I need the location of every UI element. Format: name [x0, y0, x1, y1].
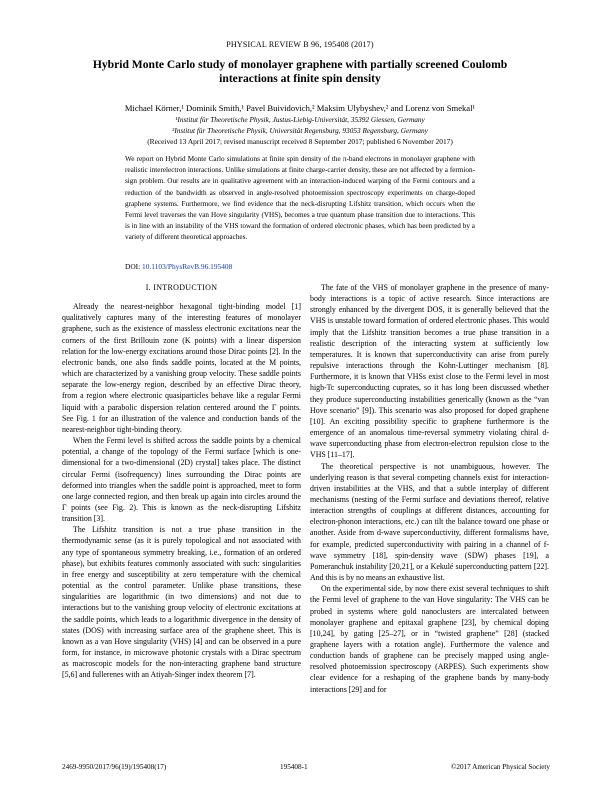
doi-label: DOI:	[125, 262, 143, 271]
paragraph: On the experimental side, by now there exist several techniques to shift the Fermi level of graphene to the van Hove singularity: The VHS can be probed in systems where gold nanoclusters are intercalated between monolayer graphene and epitaxal graphene [23], by chemical doping [10,24], by gating [25–27], or in “twisted graphene” [28] (stacked graphene layers with a rotation angle). Furthermore the valence and conduction bands of graphene can be precisely mapped using angle-resolved photoemission spectroscopy (ARPES). Such experiments show clear evidence for a reshaping of the graphene bands by many-body interactions [29] and for	[310, 584, 549, 694]
paragraph: The fate of the VHS of monolayer graphene in the presence of many-body interactions is a topic of active research. Since interactions are strongly enhanced by the divergent DOS, it is generally believed that the VHS is unstable toward formation of ordered electronic phases. This would imply that the Lifshitz transition becomes a true phase transition in a realistic description of the interacting system at sufficiently low temperatures. It is known that superconductivity can arise from purely repulsive interactions through the Kohn-Luttinger mechanism [8]. Furthermore, it is known that VHSs exist close to the Fermi level in most high-Tc superconducting cuprates, so it has long been discussed whether they produce superconducting instabilities generically (known as the “van Hove scenario” [9]). This scenario was also proposed for doped graphene [10]. An exciting possibility specific to graphene furthermore is the emergence of an anomalous time-reversal symmetry violating chiral d-wave superconducting phase from electron-electron repulsion close to the VHS [11–17].	[310, 283, 549, 460]
paper-title: Hybrid Monte Carlo study of monolayer graphene with partially screened Coulomb interactions at finite spin density	[92, 58, 508, 85]
affiliation-2: ²Institut für Theoretische Physik, Universität Regensburg, 93053 Regensburg, Germany	[172, 126, 428, 135]
received-dates: (Received 13 April 2017; revised manuscript received 8 September 2017; published 6 November 2017)	[147, 137, 453, 146]
paragraph: The Lifshitz transition is not a true phase transition in the thermodynamic sense (as it is purely topological and not associated with any type of spontaneous symmetry breaking, i.e., formation of an ordered phase), but exhibits features commonly associated with such: singularities in free energy and susceptibility at zero temperature with the chemical potential as the control parameter. Unlike phase transitions, these singularities are logarithmic (in two dimensions) and not due to interactions but to the vanishing group velocity of electronic excitations at the saddle points, which leads to a logarithmic divergence in the density of states (DOS) with increasing surface area of the graphene sheet. This is known as a van Hove singularity (VHS) [4] and can be observed in a pure form, for instance, in microwave photonic crystals with a Dirac spectrum as macroscopic models for the non-interacting graphene band structure [5,6] and fullerenes with an Atiyah-Singer index theorem [7].	[62, 525, 301, 680]
right-column	[310, 282, 549, 695]
affiliation-1: ¹Institut für Theoretische Physik, Justus-Liebig-Universität, 35392 Giessen, Germany	[175, 115, 425, 124]
footer-copyright: ©2017 American Physical Society	[450, 763, 550, 771]
left-column	[62, 282, 301, 680]
abstract: We report on Hybrid Monte Carlo simulations at finite spin density of the π-band electrons in monolayer graphene with realistic interelectron interactions. Unlike simulations at finite charge-carrier density, these are not affected by a fermion-sign problem. Our results are in qualitative agreement with an interaction-induced warping of the Fermi contours and a reduction of the bandwidth as observed in angle-resolved photoemission spectroscopy experiments on charge-doped graphene systems. Furthermore, we find evidence that the neck-disrupting Lifshitz transition, which occurs when the Fermi level traverses the van Hove singularity (VHS), becomes a true quantum phase transition due to interactions. This is in line with an instability of the VHS toward the formation of ordered electronic phases, which has been predicted by a variety of different theoretical approaches.	[125, 155, 475, 242]
section-heading: I. INTRODUCTION	[145, 283, 218, 292]
paragraph: The theoretical perspective is not unambiguous, however. The underlying reason is that several competing channels exist for interaction-driven instabilities at the VHS, and that a subtle interplay of different mechanisms (nesting of the Fermi surface and deviations thereof, relative interaction strengths of couplings at different distances, accounting for electron-phonon interactions, etc.) can tilt the balance toward one phase or another. Aside from d-wave superconductivity, different formalisms have, for example, predicted superconductivity with pairing in a channel of f-wave symmetry [18], spin-density wave (SDW) phases [19], a Pomeranchuk instability [20,21], or a Kekulé superconducting pattern [22]. And this is by no means an exhaustive list.	[310, 461, 549, 583]
doi-line	[125, 262, 232, 271]
doi-link[interactable]: 10.1103/PhysRevB.96.195408	[142, 262, 233, 271]
journal-header: PHYSICAL REVIEW B 96, 195408 (2017)	[226, 40, 374, 49]
paragraph: When the Fermi level is shifted across the saddle points by a chemical potential, a change of the topology of the Fermi surface [which is one-dimensional for a two-dimensional (2D) crystal] takes place. The distinct circular Fermi (isofrequency) lines surrounding the Dirac points are deformed into triangles when the saddle point is approached, meet to form one large connected region, and then break up again into circles around the Γ points (see Fig. 2). This is known as the neck-disrupting Lifshitz transition [3].	[62, 436, 301, 524]
paragraph: Already the nearest-neighbor hexagonal tight-binding model [1] qualitatively captures many of the interesting features of monolayer graphene, such as the existence of massless electronic excitations near the corners of the first Brillouin zone (K points) with a linear dispersion relation for the low-energy excitations around those Dirac points [2]. In the electronic bands, one also finds saddle points, located at the M points, which are characterized by a vanishing group velocity. These saddle points separate the low-energy region, described by an effective Dirac theory, from a region where electronic quasiparticles behave like a regular Fermi liquid with a parabolic dispersion relation centered around the Γ points. See Fig. 1 for an illustration of the valence and conduction bands of the nearest-neighbor tight-binding theory.	[62, 302, 301, 434]
footer-page-number: 195408-1	[280, 763, 308, 771]
footer-issn: 2469-9950/2017/96(19)/195408(17)	[62, 763, 167, 771]
author-list: Michael Körner,¹ Dominik Smith,¹ Pavel Buividovich,² Maksim Ulybyshev,² and Lorenz von Smekal¹	[124, 103, 476, 113]
